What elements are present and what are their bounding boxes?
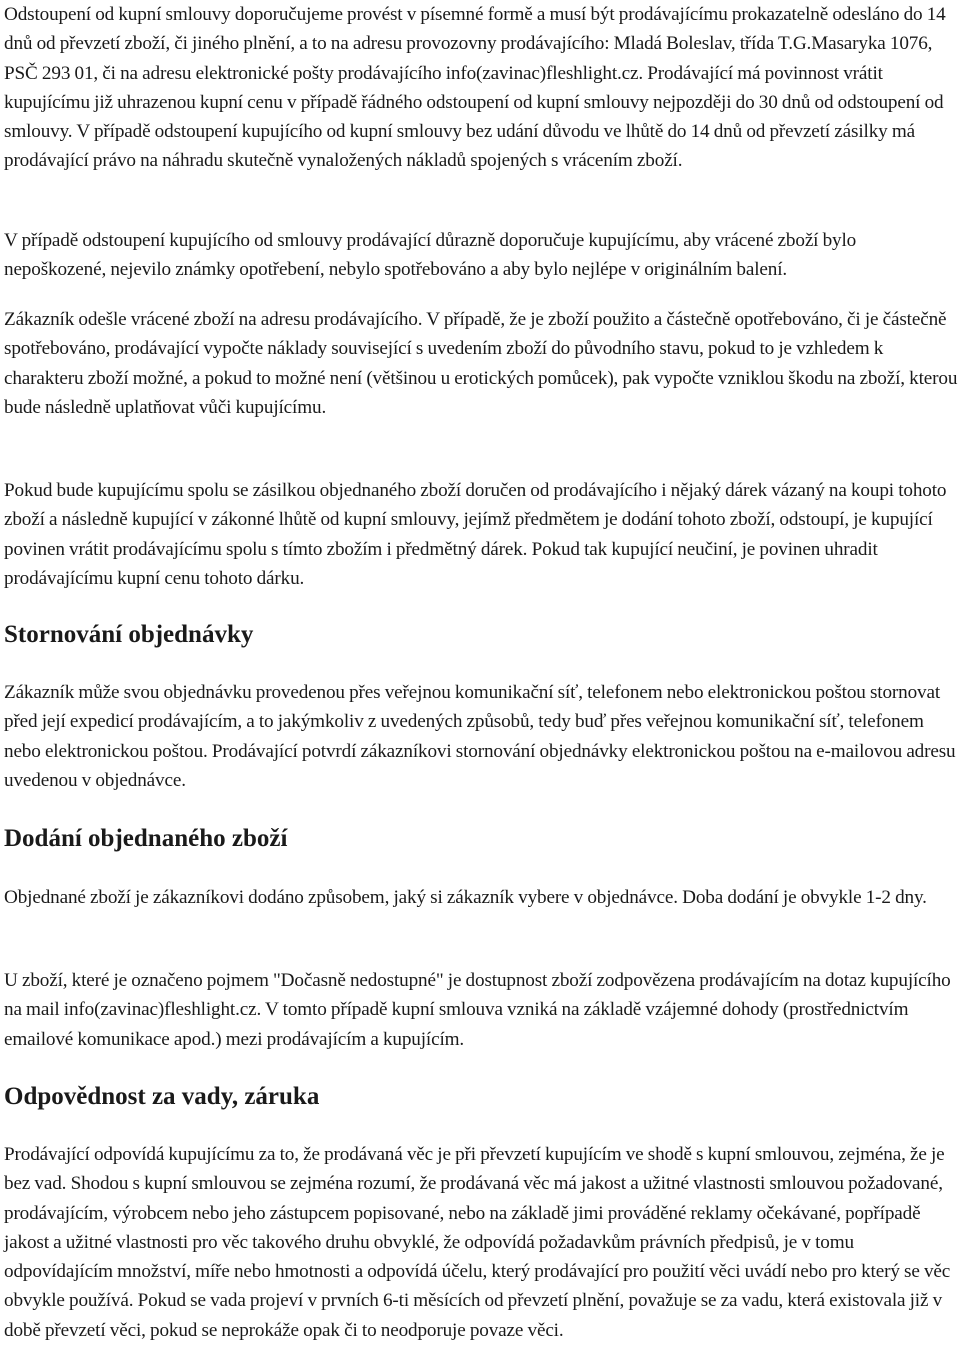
- section-heading-liability-warranty: Odpovědnost za vady, záruka: [4, 1083, 320, 1110]
- section-heading-delivery: Dodání objednaného zboží: [4, 825, 288, 852]
- paragraph-temporarily-unavailable: U zboží, které je označeno pojmem "Dočasně nedostupné" je dostupnost zboží zodpovězena prodávajícím na dotaz kupujícího na mail info(zavinac)fleshlight.cz. V tomto případě kupní smlouva vzniká na základě vzájemné dohody (prostřednictvím emailové komunikace apod.) mezi prodávajícím a kupujícím.: [4, 970, 951, 1050]
- section-heading-order-cancellation: Stornování objednávky: [4, 621, 254, 648]
- paragraph-gift-return: Pokud bude kupujícímu spolu se zásilkou objednaného zboží doručen od prodávajícího i nějaký dárek vázaný na koupi tohoto zboží a následně kupující v zákonné lhůtě od kupní smlouvy, jejímž předmětem je dodání tohoto zboží, odstoupí, je kupující povinen vrátit prodávajícímu spolu s tímto zbožím i předmětný dárek. Pokud tak kupující neučiní, je povinen uhradit prodávajícímu kupní cenu tohoto dárku.: [4, 480, 947, 589]
- paragraph-liability-warranty: Prodávající odpovídá kupujícímu za to, že prodávaná věc je při převzetí kupujícím ve shodě s kupní smlouvou, zejména, že je bez vad. Shodou s kupní smlouvou se zejména rozumí, že prodávaná věc má jakost a užitné vlastnosti smlouvou požadované, prodávajícím, výrobcem nebo jeho zástupcem popisované, nebo na základě jimi prováděné reklamy očekávané, popřípadě jakost a užitné vlastnosti pro věc takového druhu obvyklé, že odpovídá požadavkům právních předpisů, je v tomu odpovídajícím množství, míře nebo hmotnosti a odpovídá účelu, který prodávající pro použití věci uvádí nebo pro který se věc obvykle používá. Pokud se vada projeví v prvních 6-ti měsících od převzetí plnění, považuje se za vadu, která existovala již v době převzetí věci, pokud se neprokáže opak či to neodporuje povaze věci.: [4, 1144, 951, 1341]
- paragraph-returned-goods-condition: V případě odstoupení kupujícího od smlouvy prodávající důrazně doporučuje kupujícímu, aby vrácené zboží bylo nepoškozené, nejevilo známky opotřebení, nebylo spotřebováno a aby bylo nejlépe v originálním balení.: [4, 230, 857, 281]
- paragraph-order-cancellation: Zákazník může svou objednávku provedenou přes veřejnou komunikační síť, telefonem nebo elektronickou poštou stornovat před její expedicí prodávajícím, a to jakýmkoliv z uvedených způsobů, tedy buď přes veřejnou komunikační síť, telefonem nebo elektronickou poštou. Prodávající potvrdí zákazníkovi stornování objednávky elektronickou poštou na e-mailovou adresu uvedenou v objednávce.: [4, 682, 956, 791]
- paragraph-withdrawal-terms: Odstoupení od kupní smlouvy doporučujeme provést v písemné formě a musí být prodávajícímu prokazatelně odesláno do 14 dnů od převzetí zboží, či jiného plnění, a to na adresu provozovny prodávajícího: Mladá Boleslav, třída T.G.Masaryka 1076, PSČ 293 01, či na adresu elektronické pošty prodávajícího info(zavinac)fleshlight.cz. Prodávající má povinnost vrátit kupujícímu již uhrazenou kupní cenu v případě řádného odstoupení od kupní smlouvy nejpozději do 30 dnů od odstoupení od smlouvy. V případě odstoupení kupujícího od kupní smlouvy bez udání důvodu ve lhůtě do 14 dnů od převzetí zásilky má prodávající právo na náhradu skutečně vynaložených nákladů spojených s vrácením zboží.: [4, 4, 946, 172]
- paragraph-delivery-time: Objednané zboží je zákazníkovi dodáno způsobem, jaký si zákazník vybere v objednávce. Doba dodání je obvykle 1-2 dny.: [4, 887, 927, 908]
- paragraph-return-damage: Zákazník odešle vrácené zboží na adresu prodávajícího. V případě, že je zboží použito a částečně opotřebováno, či je částečně spotřebováno, prodávající vypočte náklady související s uvedením zboží do původního stavu, pokud to je vzhledem k charakteru zboží možné, a pokud to možné není (většinou u erotických pomůcek), pak vypočte vzniklou škodu na zboží, kterou bude následně uplatňovat vůči kupujícímu.: [4, 309, 958, 418]
